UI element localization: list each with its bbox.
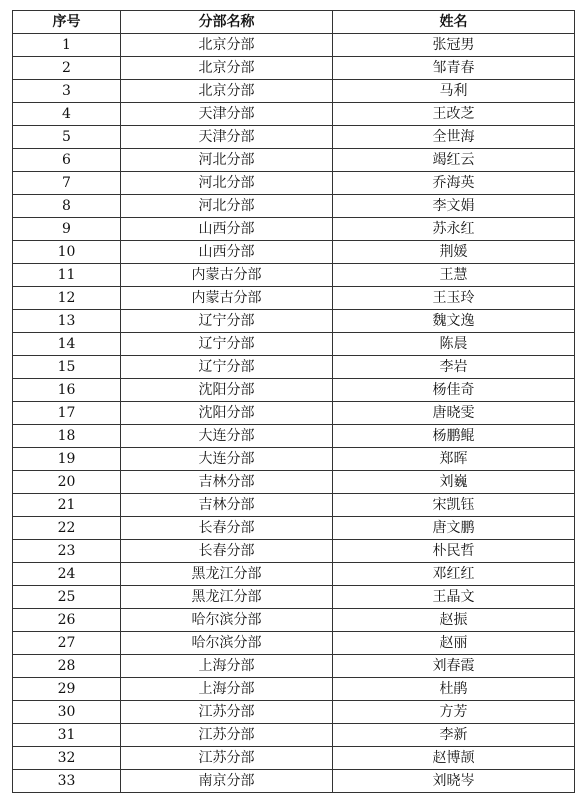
cell-name: 王玉玲	[333, 287, 575, 310]
cell-name: 马利	[333, 80, 575, 103]
cell-index: 1	[13, 34, 121, 57]
cell-branch: 北京分部	[121, 80, 333, 103]
cell-index: 4	[13, 103, 121, 126]
cell-branch: 哈尔滨分部	[121, 632, 333, 655]
table-row	[13, 448, 575, 471]
cell-name: 苏永红	[333, 218, 575, 241]
cell-branch: 吉林分部	[121, 494, 333, 517]
cell-index: 21	[13, 494, 121, 517]
cell-index: 25	[13, 586, 121, 609]
table-row	[13, 563, 575, 586]
cell-branch: 山西分部	[121, 241, 333, 264]
cell-branch: 黑龙江分部	[121, 586, 333, 609]
cell-index: 19	[13, 448, 121, 471]
cell-branch: 大连分部	[121, 425, 333, 448]
cell-index: 6	[13, 149, 121, 172]
table-row	[13, 609, 575, 632]
cell-index: 10	[13, 241, 121, 264]
cell-branch: 南京分部	[121, 770, 333, 793]
table-row	[13, 57, 575, 80]
table-row	[13, 356, 575, 379]
cell-index: 33	[13, 770, 121, 793]
cell-index: 32	[13, 747, 121, 770]
table-row	[13, 310, 575, 333]
cell-index: 28	[13, 655, 121, 678]
cell-branch: 天津分部	[121, 103, 333, 126]
cell-name: 方芳	[333, 701, 575, 724]
cell-branch: 河北分部	[121, 172, 333, 195]
cell-name: 宋凯钰	[333, 494, 575, 517]
cell-name: 刘春霞	[333, 655, 575, 678]
cell-name: 郑晖	[333, 448, 575, 471]
cell-name: 王晶文	[333, 586, 575, 609]
cell-name: 邹青春	[333, 57, 575, 80]
table-row	[13, 80, 575, 103]
cell-index: 2	[13, 57, 121, 80]
cell-name: 刘巍	[333, 471, 575, 494]
cell-index: 27	[13, 632, 121, 655]
cell-index: 24	[13, 563, 121, 586]
cell-branch: 内蒙古分部	[121, 287, 333, 310]
cell-index: 14	[13, 333, 121, 356]
cell-name: 张冠男	[333, 34, 575, 57]
cell-name: 王慧	[333, 264, 575, 287]
cell-index: 30	[13, 701, 121, 724]
cell-name: 刘晓岑	[333, 770, 575, 793]
table-row	[13, 34, 575, 57]
table-row	[13, 241, 575, 264]
cell-branch: 沈阳分部	[121, 379, 333, 402]
cell-branch: 黑龙江分部	[121, 563, 333, 586]
table-row	[13, 701, 575, 724]
cell-index: 17	[13, 402, 121, 425]
cell-index: 15	[13, 356, 121, 379]
cell-name: 赵丽	[333, 632, 575, 655]
cell-index: 20	[13, 471, 121, 494]
cell-index: 5	[13, 126, 121, 149]
cell-branch: 北京分部	[121, 57, 333, 80]
cell-branch: 辽宁分部	[121, 310, 333, 333]
cell-branch: 上海分部	[121, 678, 333, 701]
cell-branch: 河北分部	[121, 195, 333, 218]
table-row	[13, 218, 575, 241]
cell-index: 16	[13, 379, 121, 402]
table-body	[13, 34, 575, 793]
cell-branch: 长春分部	[121, 540, 333, 563]
cell-branch: 河北分部	[121, 149, 333, 172]
cell-branch: 江苏分部	[121, 747, 333, 770]
cell-branch: 天津分部	[121, 126, 333, 149]
header-branch: 分部名称	[121, 11, 333, 34]
cell-branch: 吉林分部	[121, 471, 333, 494]
cell-name: 唐晓雯	[333, 402, 575, 425]
cell-index: 26	[13, 609, 121, 632]
cell-branch: 北京分部	[121, 34, 333, 57]
cell-name: 邓红红	[333, 563, 575, 586]
cell-name: 乔海英	[333, 172, 575, 195]
cell-name: 杨鹏鲲	[333, 425, 575, 448]
cell-branch: 上海分部	[121, 655, 333, 678]
table-row	[13, 149, 575, 172]
cell-name: 杜鹃	[333, 678, 575, 701]
cell-name: 荆媛	[333, 241, 575, 264]
cell-name: 朴民哲	[333, 540, 575, 563]
cell-name: 赵振	[333, 609, 575, 632]
cell-index: 11	[13, 264, 121, 287]
cell-name: 李岩	[333, 356, 575, 379]
cell-index: 13	[13, 310, 121, 333]
cell-index: 7	[13, 172, 121, 195]
cell-index: 8	[13, 195, 121, 218]
cell-index: 29	[13, 678, 121, 701]
cell-branch: 哈尔滨分部	[121, 609, 333, 632]
table-row	[13, 540, 575, 563]
cell-name: 李新	[333, 724, 575, 747]
table-row	[13, 103, 575, 126]
table-row	[13, 379, 575, 402]
table-row	[13, 264, 575, 287]
cell-name: 全世海	[333, 126, 575, 149]
table-header	[13, 11, 575, 34]
cell-branch: 辽宁分部	[121, 333, 333, 356]
header-row	[13, 11, 575, 34]
table-row	[13, 195, 575, 218]
cell-index: 12	[13, 287, 121, 310]
table-row	[13, 425, 575, 448]
table-row	[13, 586, 575, 609]
table-row	[13, 655, 575, 678]
cell-index: 9	[13, 218, 121, 241]
table-row	[13, 747, 575, 770]
cell-name: 竭红云	[333, 149, 575, 172]
cell-index: 3	[13, 80, 121, 103]
table-row	[13, 517, 575, 540]
table-row	[13, 678, 575, 701]
cell-name: 陈晨	[333, 333, 575, 356]
roster-table	[12, 10, 575, 793]
cell-branch: 内蒙古分部	[121, 264, 333, 287]
cell-branch: 江苏分部	[121, 701, 333, 724]
table-row	[13, 333, 575, 356]
table-row	[13, 770, 575, 793]
table-row	[13, 632, 575, 655]
table-row	[13, 287, 575, 310]
header-index: 序号	[13, 11, 121, 34]
cell-name: 李文娟	[333, 195, 575, 218]
cell-index: 18	[13, 425, 121, 448]
cell-branch: 长春分部	[121, 517, 333, 540]
table-row	[13, 172, 575, 195]
cell-branch: 大连分部	[121, 448, 333, 471]
cell-index: 22	[13, 517, 121, 540]
cell-name: 杨佳奇	[333, 379, 575, 402]
table-row	[13, 724, 575, 747]
cell-name: 王改芝	[333, 103, 575, 126]
cell-name: 赵博颉	[333, 747, 575, 770]
cell-index: 23	[13, 540, 121, 563]
table-row	[13, 494, 575, 517]
cell-index: 31	[13, 724, 121, 747]
cell-name: 唐文鹏	[333, 517, 575, 540]
cell-branch: 山西分部	[121, 218, 333, 241]
table-row	[13, 402, 575, 425]
cell-branch: 沈阳分部	[121, 402, 333, 425]
table-row	[13, 126, 575, 149]
header-name: 姓名	[333, 11, 575, 34]
cell-name: 魏文逸	[333, 310, 575, 333]
table-row	[13, 471, 575, 494]
cell-branch: 江苏分部	[121, 724, 333, 747]
cell-branch: 辽宁分部	[121, 356, 333, 379]
